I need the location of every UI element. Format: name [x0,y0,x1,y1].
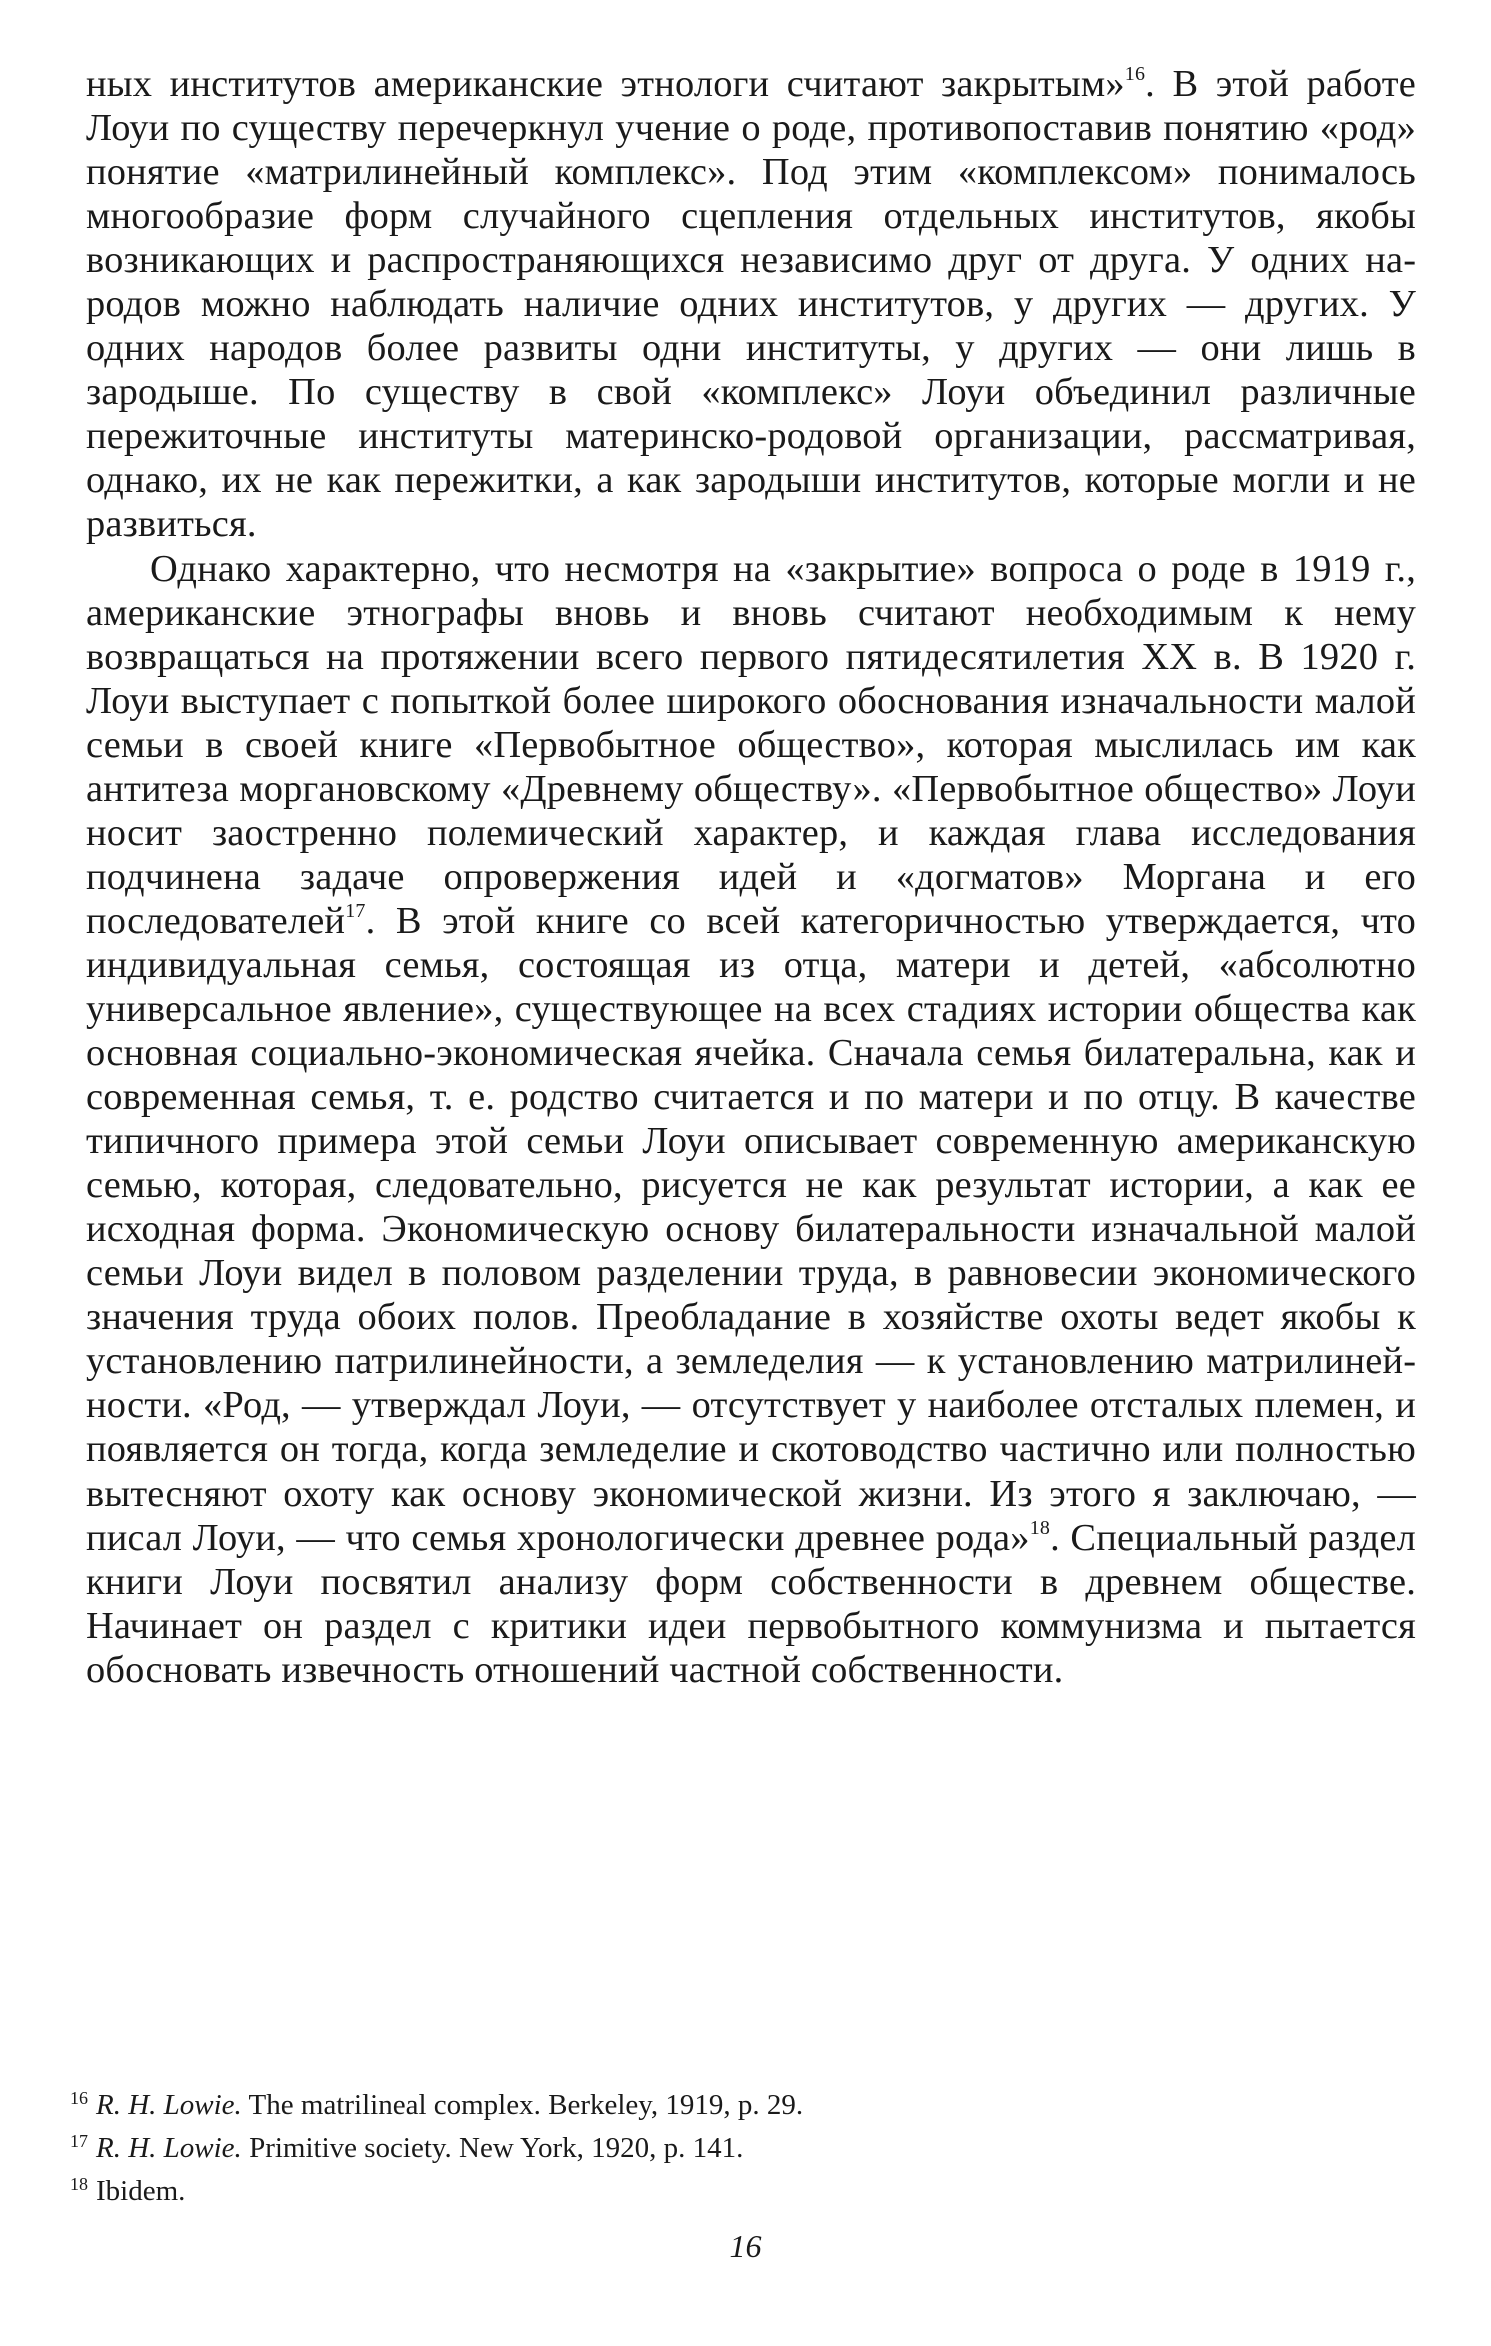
paragraph-2 [86,547,1416,1692]
page-number: 16 [729,2228,762,2264]
footnote-number: 17 [70,2131,88,2151]
footnote-author: R. H. Lowie. [96,2132,242,2164]
footnote-16 [70,2080,1410,2123]
footnote-17 [70,2123,1410,2166]
footnotes [70,2080,1410,2209]
footnote-text: Ibidem. [96,2175,186,2207]
footnote-number: 18 [70,2174,88,2194]
paragraph-2-text: Однако характерно, что несмотря на «закрытие» вопроса о роде в 1919 г., американские этнографы вновь и вновь считают необходимым к нему возвращаться на протяжении всего первого пятидесятилетия XX в. В 1920 г. Лоуи выступает с попыткой более широкого обоснования изначальности малой семьи в своей книге «Первобытное общество», которая мыслилась им как антитеза моргановскому «Древнему обществу». «Первобытное общество» Лоуи носит заостренно полемический характер, и каждая глава исследования подчинена задаче опровержения идей и «догматов» Моргана и его последователей [86,547,1416,942]
footnote-text: Primitive society. New York, 1920, p. 141. [249,2132,744,2164]
footnote-author: R. H. Lowie. [96,2089,242,2121]
page-body [86,62,1416,1692]
paragraph-1 [86,62,1416,547]
paragraph-1-rest: . В этой работе Лоуи по существу перечеркнул учение о роде, противопоставив понятию «род» понятие «матрилинейный комплекс». Под этим «комплексом» понималось многообразие форм случайного сцепления отдельных институтов, якобы возникающих и распространяющихся независимо друг от друга. У одних народов можно наблюдать наличие одних институтов, у других — других. У одних народов более развиты одни институты, у других — они лишь в зародыше. По существу в свой «комплекс» Лоуи объединил различные пережиточные институты материнско-родовой организации, рассматривая, однако, их не как пережитки, а как зародыши институтов, которые могли и не развиться. [86,63,1416,546]
footnote-ref-17[interactable]: 17 [345,899,366,922]
paragraph-1-text: ных институтов американские этнологи считают закрытым» [86,63,1125,105]
footnote-ref-16[interactable]: 16 [1124,63,1146,85]
paragraph-2-end: . Специальный раздел книги Лоуи посвятил анализу форм собственности в древнем обществе. Начинает он раздел с критики идеи первобытного коммунизма и пытается обосновать извечность отношений частной собственности. [86,1516,1416,1691]
paragraph-2-mid: . В этой книге со всей категоричностью утверждается, что индивидуальная семья, состоящая из отца, матери и детей, «абсолютно универсальное явление», существующее на всех стадиях истории общества как основная социально-экономическая ячейка. Сначала семья билатеральна, как и современная семья, т. е. родство считается и по матери и по отцу. В качестве типичного примера этой семьи Лоуи описывает современную американскую семью, которая, следовательно, рисуется не как результат истории, а как ее исходная форма. Экономическую основу билатеральности изначальной малой семьи Лоуи видел в половом разделении труда, в равновесии экономического значения труда обоих полов. Преобладание в хозяйстве охоты ведет якобы к установлению патрилинейности, а земледелия — к установлению матрилинейности. «Род, — утверждал Лоуи, — отсутствует у наиболее отсталых племен, и появляется он тогда, когда земледелие и скотоводство частично или полностью вытесняют охоту как основу экономической жизни. Из этого я заключаю, — писал Лоуи, — что семья хронологически древнее рода» [86,899,1416,1559]
footnote-text: The matrilineal complex. Berkeley, 1919, p. 29. [248,2089,804,2121]
footnote-number: 16 [70,2088,88,2108]
footnote-ref-18[interactable]: 18 [1029,1516,1051,1539]
footnote-18 [70,2166,1410,2209]
